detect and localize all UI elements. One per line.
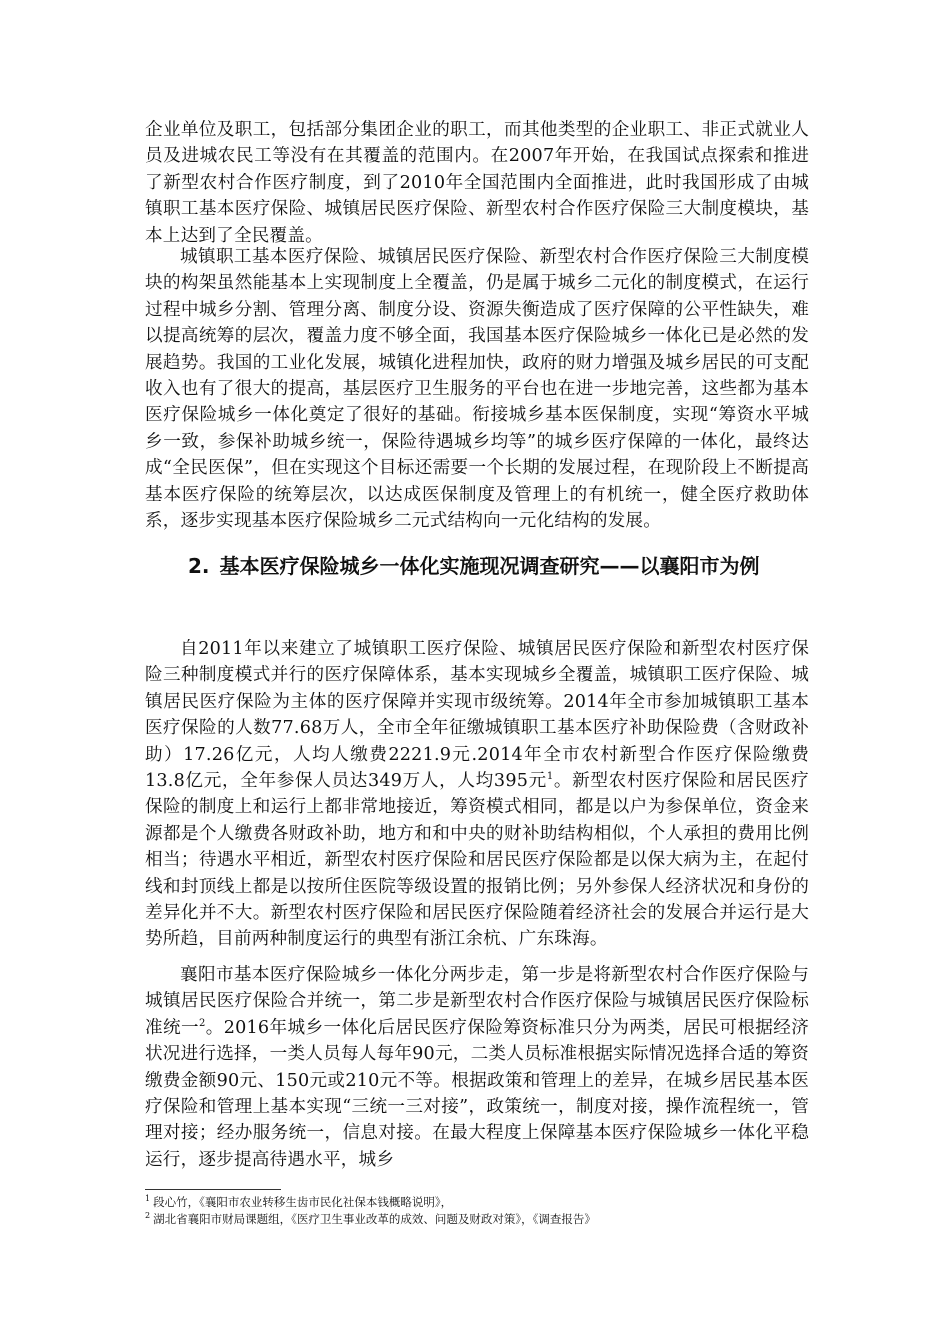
footnotes [145,1194,845,1228]
section-number: 2. [188,554,210,578]
footnote-divider [145,1189,281,1190]
section-title: 基本医疗保险城乡一体化实施现况调查研究——以襄阳市为例 [219,554,760,578]
footnote-2: $^2$ 湖北省襄阳市财局课题组，《医疗卫生事业改革的成效、问题及财政对策》，《调查报告》 [145,1211,596,1226]
paragraph-3: 自2011年以来建立了城镇职工医疗保险、城镇居民医疗保险和新型农村医疗保险三种制度模式并行的医疗保障体系，基本实现城乡全覆盖，城镇职工医疗保险、城镇居民医疗保险为主体的医疗保障并实现市级统筹。2014年全市参加城镇职工基本医疗保险的人数77.68万人，全市全年征缴城镇职工基本医疗补助保险费（含财政补助）17.26亿元，人均人缴费2221.9元.2014年全市农村新型合作医疗保险缴费13.8亿元，全年参保人员达349万人，人均395元$^1$。新型农村医疗保险和居民医疗保险的制度上和运行上都非常地接近，筹资模式相同，都是以户为参保单位，资金来源都是个人缴费各财政补助，地方和和中央的财补助结构相似，个人承担的费用比例相当；待遇水平相近，新型农村医疗保险和居民医疗保险都是以保大病为主，在起付线和封顶线上都是以按所住医院等级设置的报销比例；另外参保人经济状况和身份的差异化并不大。新型农村医疗保险和居民医疗保险随着经济社会的发展合并运行是大势所趋，目前两种制度运行的典型有浙江余杭、广东珠海。 [145,639,809,950]
paragraph-2: 城镇职工基本医疗保险、城镇居民医疗保险、新型农村合作医疗保险三大制度模块的构架虽然能基本上实现制度上全覆盖，仍是属于城乡二元化的制度模式，在运行过程中城乡分割、管理分离、制度分设、资源失衡造成了医疗保障的公平性缺失，难以提高统筹的层次，覆盖力度不够全面，我国基本医疗保险城乡一体化已是必然的发展趋势。我国的工业化发展，城镇化进程加快，政府的财力增强及城乡居民的可支配收入也有了很大的提高，基层医疗卫生服务的平台也在进一步地完善，这些都为基本医疗保险城乡一体化奠定了很好的基础。衔接城乡基本医保制度，实现“筹资水平城乡一致，参保补助城乡统一，保险待遇城乡均等”的城乡医疗保障的一体化，最终达成“全民医保”，但在实现这个目标还需要一个长期的发展过程，在现阶段上不断提高基本医疗保险的统筹层次，以达成医保制度及管理上的有机统一，健全医疗救助体系，逐步实现基本医疗保险城乡二元式结构向一元化结构的发展。 [145,247,809,532]
paragraph-1: 企业单位及职工，包括部分集团企业的职工，而其他类型的企业职工、非正式就业人员及进城农民工等没有在其覆盖的范围内。在2007年开始，在我国试点探索和推进了新型农村合作医疗制度，到了2010年全国范围内全面推进，此时我国形成了由城镇职工基本医疗保险、城镇居民医疗保险、新型农村合作医疗保险三大制度模块，基本上达到了全民覆盖。 [145,120,809,246]
section-heading [145,544,809,588]
paragraph-4: 襄阳市基本医疗保险城乡一体化分两步走，第一步是将新型农村合作医疗保险与城镇居民医疗保险合并统一，第二步是新型农村合作医疗保险与城镇居民医疗保险标准统一$^2$。2016年城乡一体化后居民医疗保险筹资标准只分为两类，居民可根据经济状况进行选择，一类人员每人每年90元，二类人员标准根据实际情况选择合适的筹资缴费金额90元、150元或210元不等。根据政策和管理上的差异，在城乡居民基本医疗保险和管理上基本实现“三统一三对接”，政策统一，制度对接，操作流程统一，管理对接；经办服务统一，信息对接。在最大程度上保障基本医疗保险城乡一体化平稳运行，逐步提高待遇水平，城乡 [145,965,810,1170]
footnote-ref-1: 1 [546,771,554,783]
footnote-ref-2: 2 [198,1017,206,1029]
footnote-1: $^1$ 段心竹，《襄阳市农业转移生齿市民化社保本钱概略说明》， [145,1194,453,1209]
